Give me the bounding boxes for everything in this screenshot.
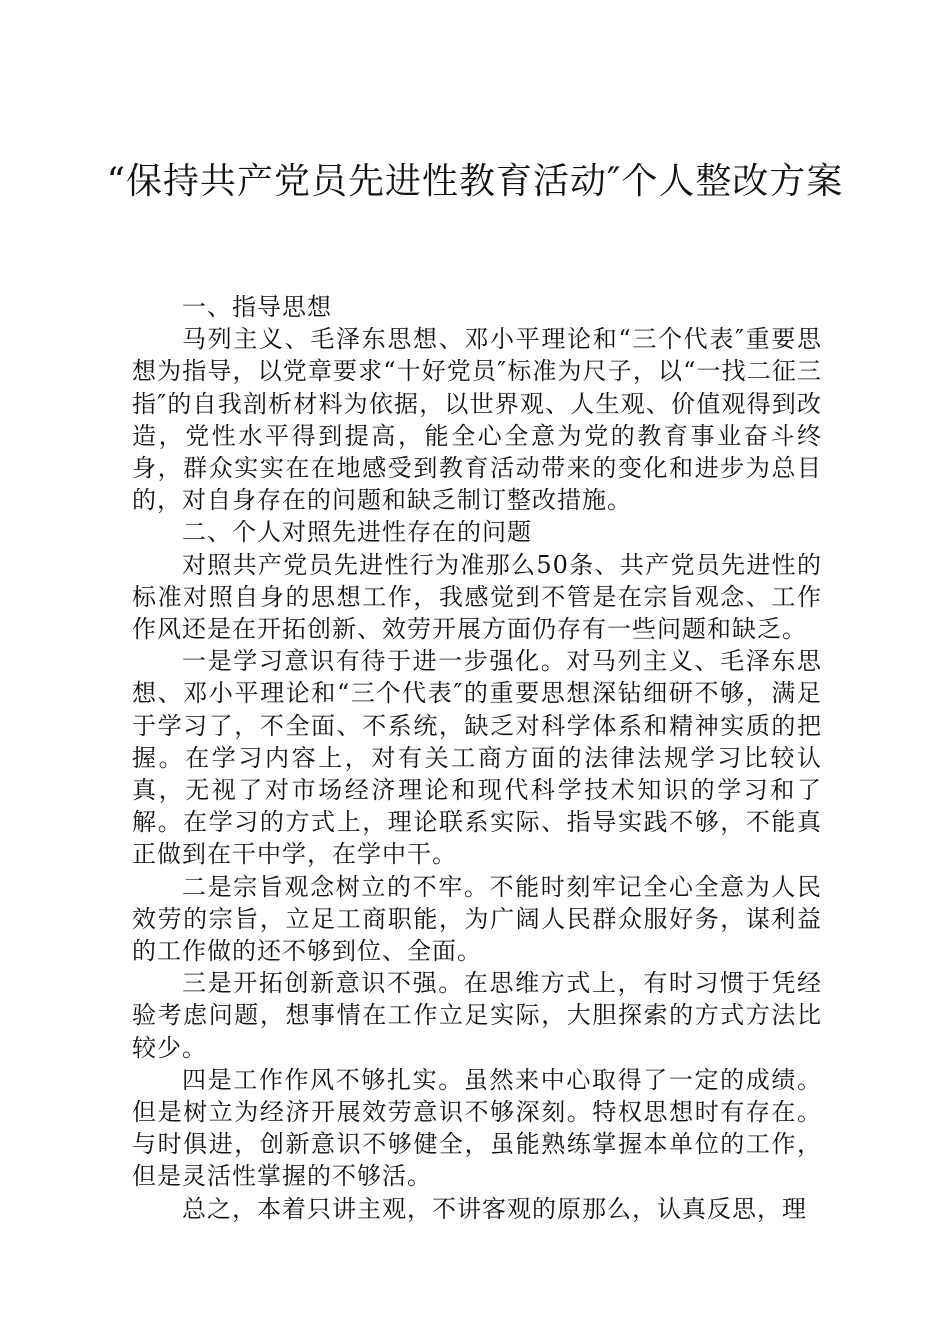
paragraph-problem-innovation: 三是开拓创新意识不强。在思维方式上，有时习惯于凭经验考虑问题，想事情在工作立足实际，大胆探索的方式方法比较少。 [132,969,822,1062]
paragraph-problem-work-style: 四是工作作风不够扎实。虽然来中心取得了一定的成绩。但是树立为经济开展效劳意识不够深刻。特权思想时有存在。与时俱进，创新意识不够健全，虽能熟练掌握本单位的工作，但是灵活性掌握的不够活。 [132,1065,822,1191]
document-title: “保持共产党员先进性教育活动″个人整改方案 [106,161,844,202]
document-body [132,291,822,1225]
paragraph-problem-study: 一是学习意识有待于进一步强化。对马列主义、毛泽东思想、邓小平理论和“三个代表″的重要思想深钻细研不够，满足于学习了，不全面、不系统，缺乏对科学体系和精神实质的把握。在学习内容上，对有关工商方面的法律法规学习比较认真，无视了对市场经济理论和现代科学技术知识的学习和了解。在学习的方式上，理论联系实际、指导实践不够，不能真正做到在干中学，在学中干。 [132,647,822,869]
section-heading-existing-problems: 二、个人对照先进性存在的问题 [182,518,532,547]
paragraph-problem-purpose: 二是宗旨观念树立的不牢。不能时刻牢记全心全意为人民效劳的宗旨，立足工商职能，为广阔人民群众服好务，谋利益的工作做的还不够到位、全面。 [132,872,822,966]
paragraph-guiding-thought: 马列主义、毛泽东思想、邓小平理论和“三个代表″重要思想为指导，以党章要求“十好党员″标准为尺子，以“一找二征三指″的自我剖析材料为依据，以世界观、人生观、价值观得到改造，党性水平得到提高，能全心全意为党的教育事业奋斗终身，群众实实在在地感受到教育活动带来的变化和进步为总目的，对自身存在的问题和缺乏制订整改措施。 [132,325,822,515]
section-heading-guiding-thought: 一、指导思想 [182,293,332,321]
paragraph-problems-intro: 对照共产党员先进性行为准那么50条、共产党员先进性的标准对照自身的思想工作，我感觉到不管是在宗旨观念、工作作风还是在开拓创新、效劳开展方面仍存有一些问题和缺乏。 [132,550,822,644]
paragraph-summary: 总之，本着只讲主观，不讲客观的原那么，认真反思，理 [182,1194,807,1223]
